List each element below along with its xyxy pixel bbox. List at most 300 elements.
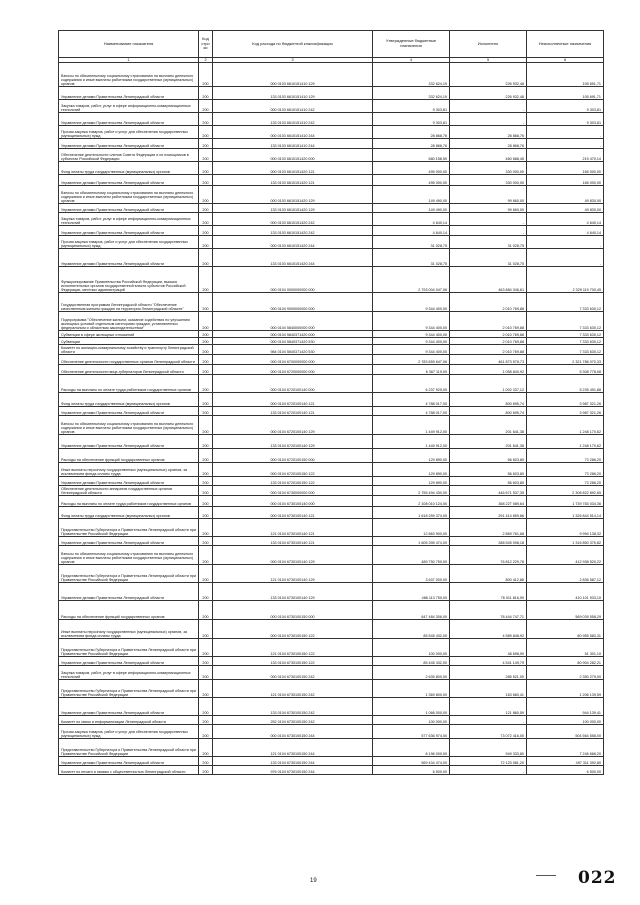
budget-code-cell: 000 0103 6610151410 242 [213,100,373,113]
executed-amount-cell: 1 002 337,12 [450,375,527,393]
column-number: 3 [213,58,373,63]
column-number: 6 [527,58,604,63]
table-row [59,175,604,186]
budget-code-cell: 000 0103 6610151420 129 [213,186,373,204]
indicator-name-cell: Расходы на обеспечение функций государственных органов [59,601,199,620]
approved-amount-cell: 4 788 017,00 [373,393,450,407]
budget-code-cell: 000 0103 6610151420 244 [213,236,373,249]
table-row [59,463,604,477]
indicator-name-cell: Фонд оплаты труда государственных (муниципальных) органов [59,507,199,519]
executed-amount-cell: 800 695,74 [450,393,527,407]
table-row [59,507,604,519]
unexecuted-amount-cell: 9 994 138,32 [527,519,604,537]
line-code-cell: 200 [199,338,213,345]
budget-code-cell: 133 0103 6610151410 129 [213,87,373,100]
approved-amount-cell: 495 000,00 [373,162,450,175]
line-code-cell: 200 [199,757,213,766]
indicator-name-cell: Управление делами Правительства Ленинградской области [59,583,199,601]
unexecuted-amount-cell: 569 039 558,29 [527,601,604,620]
budget-code-cell: 000 0104 6700000000 000 [213,355,373,365]
indicator-name-cell: Управление делами Правительства Ленинградской области [59,757,199,766]
line-code-cell: 200 [199,739,213,757]
line-code-cell: 200 [199,601,213,620]
line-code-cell: 200 [199,331,213,338]
executed-amount-cell: 2 010 769,88 [450,345,527,355]
line-code-cell: 200 [199,519,213,537]
executed-amount-cell: 78 444 747,71 [450,601,527,620]
budget-code-cell: 000 0104 6730100150 122 [213,620,373,639]
table-row [59,435,604,449]
table-row [59,537,604,546]
indicator-name-cell: Управление делами Правительства Ленинградской области [59,139,199,149]
budget-code-cell: 000 0104 5840000000 000 [213,312,373,331]
unexecuted-amount-cell: 105 691,71 [527,87,604,100]
unexecuted-amount-cell: 2 321 786 070,33 [527,355,604,365]
table-row [59,113,604,126]
indicator-name-cell: Субвенции в сфере жилищных отношений [59,331,199,338]
approved-amount-cell: 3 637 000,00 [373,565,450,583]
table-row [59,620,604,639]
executed-amount-cell: 201 641,38 [450,435,527,449]
executed-amount-cell: - [450,716,527,725]
unexecuted-amount-cell: - [527,139,604,149]
executed-amount-cell: 121 860,59 [450,698,527,716]
approved-amount-cell: 129 890,00 [373,477,450,486]
executed-amount-cell: 226 932,48 [450,63,527,87]
budget-code-cell: 000 0104 6730100150 242 [213,666,373,680]
indicator-name-cell: Обеспечение деятельности государственных органов Ленинградской области [59,355,199,365]
unexecuted-amount-cell: 410 101 933,10 [527,583,604,601]
indicator-name-cell: Управление делами Правительства Ленинградской области [59,407,199,416]
table-row [59,716,604,725]
approved-amount-cell: 9 344 400,00 [373,338,450,345]
approved-amount-cell: 6 367 119,00 [373,365,450,375]
table-row [59,236,604,249]
budget-code-cell: 000 0104 6730100140 121 [213,507,373,519]
line-code-cell: 200 [199,204,213,213]
table-row [59,657,604,666]
line-code-cell: 200 [199,226,213,236]
budget-code-cell: 121 0104 6730100140 121 [213,519,373,537]
table-row [59,204,604,213]
executed-amount-cell: 163 660,41 [450,680,527,698]
column-number: 5 [450,58,527,63]
executed-amount-cell: 28 868,76 [450,126,527,139]
executed-amount-cell: 368 227 089,64 [450,496,527,507]
table-row [59,496,604,507]
approved-amount-cell: 332 624,19 [373,87,450,100]
indicator-name-cell: Представительство Губернатора и Правительства Ленинградской области при Правительстве Российской Федерации [59,680,199,698]
unexecuted-amount-cell: 105 691,71 [527,63,604,87]
line-code-cell: 200 [199,186,213,204]
approved-amount-cell: 129 890,00 [373,449,450,463]
executed-amount-cell: 4 541 149,79 [450,657,527,666]
stamp-mark-line [536,875,556,876]
unexecuted-amount-cell: 4 640,14 [527,226,604,236]
unexecuted-amount-cell: 5 308 778,08 [527,365,604,375]
approved-amount-cell: 6 500,00 [373,766,450,775]
line-code-cell: 200 [199,435,213,449]
budget-code-cell: 133 0103 6610151420 121 [213,175,373,186]
table-row [59,375,604,393]
approved-amount-cell: 100 000,00 [373,716,450,725]
line-code-cell: 200 [199,620,213,639]
table-row [59,139,604,149]
indicator-name-cell: Государственная программа Ленинградской области "Обеспечение качественным жильем граждан на территории Ленинградской области" [59,293,199,312]
executed-amount-cell: - [450,226,527,236]
indicator-name-cell: Обеспечение деятельности членов Совета Федерации и их помощников в субъектах Российской Федерации [59,149,199,162]
budget-code-cell: 000 0104 6720000000 000 [213,365,373,375]
executed-amount-cell: - [450,100,527,113]
approved-amount-cell: 1 369 800,00 [373,680,450,698]
executed-amount-cell: 463 884 346,61 [450,267,527,293]
table-row [59,249,604,267]
table-row [59,639,604,657]
approved-amount-cell: 680 158,59 [373,149,450,162]
table-body [59,58,604,775]
unexecuted-amount-cell: 1 206 139,59 [527,680,604,698]
approved-amount-cell: 489 750 750,00 [373,546,450,565]
line-code-cell: 200 [199,565,213,583]
approved-amount-cell: 129 890,00 [373,463,450,477]
indicator-name-cell: Взносы по обязательному социальному страхованию на выплаты денежного содержания и иные выплаты работникам государственных (муниципальных) органов [59,546,199,565]
budget-code-cell: 000 0104 6730100150 244 [213,725,373,739]
header-executed: Исполнено [450,31,527,58]
line-code-cell: 200 [199,507,213,519]
indicator-name-cell: Фонд оплаты труда государственных (муниципальных) органов [59,393,199,407]
executed-amount-cell: 76 812 229,78 [450,546,527,565]
header-indicator-name: Наименование показателя [59,31,199,58]
line-code-cell: 200 [199,365,213,375]
line-code-cell: 200 [199,139,213,149]
approved-amount-cell: 495 000,00 [373,175,450,186]
approved-amount-cell: 1 066 000,00 [373,698,450,716]
executed-amount-cell: 1 058 840,92 [450,365,527,375]
indicator-name-cell: Расходы на выплаты по оплате труда работников государственных органов [59,496,199,507]
executed-amount-cell: 4 589 848,92 [450,620,527,639]
indicator-name-cell: Взносы по обязательному социальному страхованию на выплаты денежного содержания и иные выплаты работникам государственных (муниципальных) органов [59,63,199,87]
budget-code-cell: 133 0103 6610151420 242 [213,226,373,236]
table-row [59,725,604,739]
approved-amount-cell: 100 000,00 [373,639,450,657]
executed-amount-cell: 2 010 769,88 [450,293,527,312]
approved-amount-cell: 28 868,76 [373,126,450,139]
line-code-cell: 200 [199,393,213,407]
budget-code-cell: 000 0103 6610151420 000 [213,149,373,162]
budget-code-cell: 000 0104 9000000000 000 [213,293,373,312]
unexecuted-amount-cell: - [527,249,604,267]
indicator-name-cell: Закупка товаров, работ, услуг в сфере информационно-коммуникационных технологий [59,666,199,680]
indicator-name-cell: Расходы на обеспечение функций государственных органов [59,449,199,463]
budget-code-cell: 133 0104 6720100150 122 [213,477,373,486]
indicator-name-cell: Взносы по обязательному социальному страхованию на выплаты денежного содержания и иные выплаты работникам государственных (муниципальных) органов [59,186,199,204]
header-budget-code: Код расхода по бюджетной классификации [213,31,373,58]
table-row [59,393,604,407]
unexecuted-amount-cell: 4 640,14 [527,213,604,226]
unexecuted-amount-cell: - [527,126,604,139]
approved-amount-cell: 28 868,76 [373,139,450,149]
budget-code-cell: 000 0104 6730100140 000 [213,496,373,507]
page-number: 19 [310,878,317,884]
unexecuted-amount-cell: 73 286,20 [527,449,604,463]
unexecuted-amount-cell: - [527,236,604,249]
table-row [59,546,604,565]
unexecuted-amount-cell: 2 329 119 700,45 [527,267,604,293]
budget-code-cell: 000 0104 6730100150 000 [213,601,373,620]
budget-code-cell: 133 0103 6610151420 244 [213,249,373,267]
table-row [59,698,604,716]
table-row [59,449,604,463]
budget-code-cell: 000 0103 6610151420 121 [213,162,373,175]
approved-amount-cell: 9 303,81 [373,113,450,126]
unexecuted-amount-cell: 497 311 392,80 [527,757,604,766]
approved-amount-cell: 31 028,75 [373,236,450,249]
line-code-cell: 200 [199,546,213,565]
table-row [59,416,604,435]
column-number: 1 [59,58,199,63]
executed-amount-cell: 72 123 081,20 [450,757,527,766]
executed-amount-cell: 800 695,74 [450,407,527,416]
indicator-name-cell: Управление делами Правительства Ленинградской области [59,537,199,546]
line-code-cell: 200 [199,162,213,175]
table-row [59,63,604,87]
approved-amount-cell: 1 605 395 474,00 [373,537,450,546]
approved-amount-cell: 9 344 400,00 [373,312,450,331]
approved-amount-cell: 2 635 800,00 [373,666,450,680]
indicator-name-cell: Комитет по связи и информатизации Ленинградской области [59,716,199,725]
indicator-name-cell: Представительство Губернатора и Правительства Ленинградской области при Правительстве Российской Федерации [59,565,199,583]
indicator-name-cell: Управление делами Правительства Ленинградской области [59,113,199,126]
executed-amount-cell: 460 688,45 [450,149,527,162]
line-code-cell: 200 [199,293,213,312]
table-row [59,338,604,345]
unexecuted-amount-cell: 51 301,10 [527,639,604,657]
table-row [59,365,604,375]
table-row [59,355,604,365]
indicator-name-cell: Иные выплаты персоналу государственных (муниципальных) органов, за исключением фонда оплаты труда [59,463,199,477]
column-number: 4 [373,58,450,63]
line-code-cell: 200 [199,113,213,126]
budget-execution-table [58,30,604,775]
unexecuted-amount-cell: 7 333 630,12 [527,293,604,312]
budget-code-cell: 133 0104 6730100140 121 [213,537,373,546]
approved-amount-cell: 85 545 432,00 [373,620,450,639]
budget-code-cell: 000 0104 6730100140 129 [213,546,373,565]
executed-amount-cell: 76 011 816,90 [450,583,527,601]
executed-amount-cell: 2 869 761,68 [450,519,527,537]
report-page [58,30,603,775]
indicator-name-cell: Взносы по обязательному социальному страхованию на выплаты денежного содержания и иные выплаты работникам государственных (муниципальных) органов [59,416,199,435]
line-code-cell: 200 [199,486,213,496]
table-row [59,126,604,139]
table-row [59,666,604,680]
unexecuted-amount-cell: 3 987 321,26 [527,407,604,416]
table-row [59,267,604,293]
executed-amount-cell: 226 932,48 [450,87,527,100]
executed-amount-cell: 291 414 859,86 [450,507,527,519]
table-row [59,757,604,766]
indicator-name-cell: Комитет по печати и связям с общественностью Ленинградской области [59,766,199,775]
budget-code-cell: 133 0104 6730100150 244 [213,757,373,766]
sheet-stamp-number: 022 [578,868,617,888]
unexecuted-amount-cell: 2 308 822 892,65 [527,486,604,496]
unexecuted-amount-cell: 6 500,00 [527,766,604,775]
executed-amount-cell: 99 660,00 [450,204,527,213]
table-row [59,149,604,162]
unexecuted-amount-cell: 165 000,00 [527,162,604,175]
table-row [59,680,604,698]
line-code-cell: 200 [199,583,213,601]
table-row [59,766,604,775]
line-code-cell: 200 [199,477,213,486]
indicator-name-cell: Прочая закупка товаров, работ и услуг для обеспечения государственных (муниципальных) нужд [59,725,199,739]
executed-amount-cell: 56 603,80 [450,477,527,486]
budget-code-cell: 000 0104 0000000000 000 [213,267,373,293]
budget-code-cell: 000 0104 6730000000 000 [213,486,373,496]
unexecuted-amount-cell: 80 904 282,21 [527,657,604,666]
indicator-name-cell: Фонд оплаты труда государственных (муниципальных) органов [59,162,199,175]
approved-amount-cell: 4 788 017,00 [373,407,450,416]
unexecuted-amount-cell: 2 350 279,00 [527,666,604,680]
line-code-cell: 200 [199,537,213,546]
budget-code-cell: 133 0103 6610151410 244 [213,139,373,149]
line-code-cell: 200 [199,175,213,186]
budget-code-cell: 000 0104 6720100140 129 [213,416,373,435]
executed-amount-cell: 2 010 769,88 [450,312,527,331]
budget-code-cell: 133 0103 6610151410 242 [213,113,373,126]
line-code-cell: 200 [199,87,213,100]
budget-code-cell: 000 0104 5840371420 530 [213,338,373,345]
unexecuted-amount-cell: 7 246 666,20 [527,739,604,757]
indicator-name-cell: Комитет по жилищно-коммунальному хозяйству и транспорту Ленинградской области [59,345,199,355]
approved-amount-cell: 486 113 750,00 [373,583,450,601]
line-code-cell: 200 [199,355,213,365]
approved-amount-cell: 9 344 400,00 [373,331,450,338]
indicator-name-cell: Представительство Губернатора и Правительства Ленинградской области при Правительстве Российской Федерации [59,639,199,657]
line-code-cell: 200 [199,416,213,435]
line-code-cell: 200 [199,345,213,355]
table-row [59,407,604,416]
budget-code-cell: 121 0104 6730100140 129 [213,565,373,583]
indicator-name-cell: Обеспечение деятельности аппаратов государственных органов Ленинградской области [59,486,199,496]
approved-amount-cell: 4 640,14 [373,226,450,236]
line-code-cell: 200 [199,312,213,331]
budget-code-cell: 133 0104 6730100150 242 [213,698,373,716]
indicator-name-cell: Подпрограмма "Обеспечение жильем, оказание содействия по улучшению жилищных условий отдельным категориям граждан, установленных федеральным и областным законодательством" [59,312,199,331]
indicator-name-cell: Субвенции [59,338,199,345]
approved-amount-cell: 85 445 432,00 [373,657,450,666]
unexecuted-amount-cell: 1 316 850 375,82 [527,537,604,546]
unexecuted-amount-cell: 219 470,14 [527,149,604,162]
budget-code-cell: 000 0104 6720100140 000 [213,375,373,393]
line-code-cell: 200 [199,249,213,267]
budget-code-cell: 000 0103 6610151410 129 [213,63,373,87]
table-row [59,739,604,757]
executed-amount-cell: 73 072 416,00 [450,725,527,739]
executed-amount-cell: 31 028,75 [450,249,527,267]
approved-amount-cell: 569 434 474,00 [373,757,450,766]
budget-code-cell: 000 0103 6610151410 244 [213,126,373,139]
executed-amount-cell: 56 603,80 [450,463,527,477]
column-number: 2 [199,58,213,63]
line-code-cell: 200 [199,375,213,393]
indicator-name-cell: Прочая закупка товаров, работ и услуг для обеспечения государственных (муниципальных) нужд [59,236,199,249]
unexecuted-amount-cell: 7 333 630,12 [527,345,604,355]
indicator-name-cell: Управление делами Правительства Ленинградской области [59,175,199,186]
unexecuted-amount-cell: 1 248 170,62 [527,435,604,449]
executed-amount-cell: 201 641,38 [450,416,527,435]
line-code-cell: 200 [199,639,213,657]
approved-amount-cell: 577 636 974,00 [373,725,450,739]
table-row [59,312,604,331]
table-row [59,519,604,537]
approved-amount-cell: 31 028,75 [373,249,450,267]
indicator-name-cell: Представительство Губернатора и Правительства Ленинградской области при Правительстве Российской Федерации [59,519,199,537]
budget-code-cell: 121 0104 6730100150 242 [213,680,373,698]
executed-amount-cell: 2 010 769,88 [450,331,527,338]
executed-amount-cell: 461 873 576,73 [450,355,527,365]
unexecuted-amount-cell: 100 000,00 [527,716,604,725]
executed-amount-cell: 31 028,75 [450,236,527,249]
unexecuted-amount-cell: 49 830,00 [527,204,604,213]
unexecuted-amount-cell: 80 955 583,31 [527,620,604,639]
line-code-cell: 200 [199,725,213,739]
indicator-name-cell: Закупка товаров, работ, услуг в сфере информационно-коммуникационных технологий [59,100,199,113]
approved-amount-cell: 1 618 259 374,00 [373,507,450,519]
table-row [59,100,604,113]
unexecuted-amount-cell: 9 303,81 [527,113,604,126]
approved-amount-cell: 6 237 929,00 [373,375,450,393]
executed-amount-cell: 288 545 098,18 [450,537,527,546]
budget-code-cell: 000 0104 6720100140 121 [213,393,373,407]
budget-code-cell: 133 0104 6720100140 129 [213,435,373,449]
budget-code-cell: 000 0104 5840371420 000 [213,331,373,338]
unexecuted-amount-cell: 944 139,41 [527,698,604,716]
indicator-name-cell: Обеспечение деятельности вице-губернаторов Ленинградской области [59,365,199,375]
indicator-name-cell: Управление делами Правительства Ленинградской области [59,204,199,213]
table-row [59,226,604,236]
executed-amount-cell: - [450,113,527,126]
budget-code-cell: 000 0104 6720100150 000 [213,449,373,463]
indicator-name-cell: Управление делами Правительства Ленинградской области [59,87,199,100]
unexecuted-amount-cell: 9 303,81 [527,100,604,113]
table-row [59,477,604,486]
indicator-name-cell: Управление делами Правительства Ленинградской области [59,477,199,486]
budget-code-cell: 000 0103 6610151420 242 [213,213,373,226]
budget-code-cell: 133 0104 6730100140 129 [213,583,373,601]
header-approved: Утвержденные бюджетные назначения [373,31,450,58]
table-row [59,345,604,355]
approved-amount-cell: 8 196 000,00 [373,739,450,757]
budget-code-cell: 133 0104 6720100140 121 [213,407,373,416]
indicator-name-cell: Иные выплаты персоналу государственных (муниципальных) органов, за исключением фонда оплаты труда [59,620,199,639]
table-row [59,87,604,100]
indicator-name-cell: Управление делами Правительства Ленинградской области [59,657,199,666]
indicator-name-cell: Управление делами Правительства Ленинградской области [59,698,199,716]
table-row [59,213,604,226]
line-code-cell: 200 [199,666,213,680]
budget-code-cell: 121 0104 6730100150 122 [213,639,373,657]
approved-amount-cell: 1 449 912,00 [373,435,450,449]
unexecuted-amount-cell: 7 333 630,12 [527,312,604,331]
line-code-cell: 200 [199,100,213,113]
unexecuted-amount-cell: 73 286,20 [527,463,604,477]
approved-amount-cell: 2 755 494 430,00 [373,486,450,496]
budget-code-cell: 000 0104 6720100150 122 [213,463,373,477]
line-code-cell: 200 [199,267,213,293]
indicator-name-cell: Представительство Губернатора и Правительства Ленинградской области при Правительстве Российской Федерации [59,739,199,757]
executed-amount-cell: - [450,213,527,226]
